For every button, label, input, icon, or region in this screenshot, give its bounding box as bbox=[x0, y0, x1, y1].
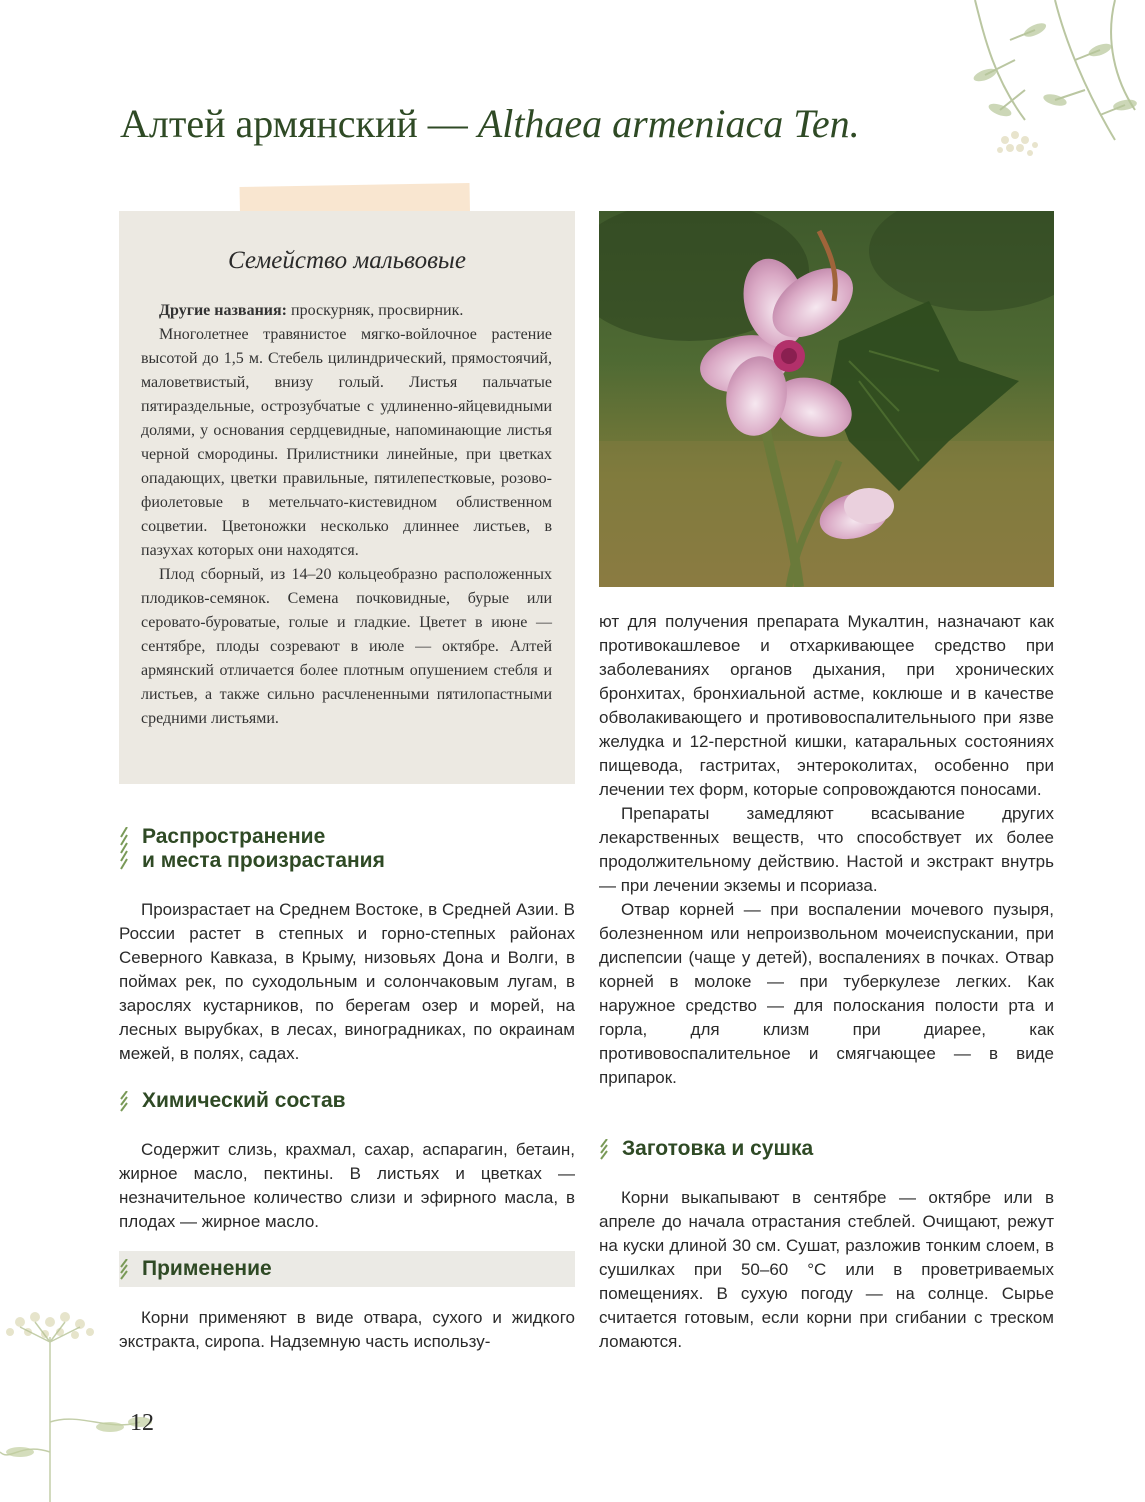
usage-paragraph-2: ют для получения препарата Мукалтин, назначают как противокашлевое и отхаркивающее средство при заболеваниях органов дыхания, при хронических бронхитах, бронхиальной астме, коклюше и в качестве обволакивающего и противовоспалительныого при язве желудка и 12-перстной кишки, катаральных состояниях пищевода, гастритах, энтероколитах, особенно при лечении тех форм, которые сопровождаются поносами. bbox=[599, 612, 1054, 799]
usage-paragraph-col1: Корни применяют в виде отвара, сухого и жидкого экстракта, сиропа. Надземную часть использу- bbox=[119, 1308, 575, 1351]
plant-photo bbox=[599, 211, 1054, 587]
distribution-text bbox=[119, 898, 575, 1066]
info-text bbox=[141, 299, 552, 731]
other-names-label: Другие названия: bbox=[159, 302, 287, 319]
section-marker-icon bbox=[119, 1091, 129, 1115]
description-paragraph: Многолетнее травянистое мягко-войлочное растение высотой до 1,5 м. Стебель цилиндрический, прямостоячий, маловетвистый, внизу голый. Листья пальчатые пятираздельные, острозубчатые с удлиненно-яйцевидными долями, у основания сердцевидные, напоминающие листья черной смородины. Прилистники линейные, при цветках опадающих, цветки правильные, пятилепестковые, розово-фиолетовые в метельчато-кистевидном облиственном соцветии. Цветоножки несколько длиннее листьев, в пазухах которых они находятся. bbox=[141, 326, 552, 559]
info-box bbox=[119, 211, 575, 784]
distribution-heading-line1: Распространение bbox=[142, 825, 326, 848]
page-title bbox=[120, 100, 1020, 147]
title-latin: Althaea armeniaca Ten. bbox=[477, 101, 860, 146]
other-names-value: проскурняк, просвирник. bbox=[287, 302, 464, 319]
distribution-heading bbox=[142, 825, 385, 873]
distribution-paragraph: Произрастает на Среднем Востоке, в Средней Азии. В России растет в степных и горно-степных районах Северного Кавказа, в Крыму, низовьях Дона и Волги, в поймах рек, по суходольным и солончаковым лугам, в зарослях кустарников, по берегам озер и морей, на лесных вырубках, в лесах, виноградниках, по окраинам межей, в полях, садах. bbox=[119, 900, 575, 1063]
other-names-paragraph bbox=[141, 299, 552, 323]
botanical-illustration-bottom bbox=[0, 1302, 180, 1502]
usage-paragraph-4: Отвар корней — при воспалении мочевого пузыря, болезненном или непроизвольном мочеиспускании, при диспепсии (чаще у детей), воспалениях в почках. Отвар корней в молоке — при туберкулезе легких. Как наружное средство — для полоскания полости рта и горла, для клизм при диарее, как противовоспалительное и смягчающее — в виде припарок. bbox=[599, 900, 1054, 1087]
usage-heading bbox=[142, 1257, 272, 1281]
page-number: 12 bbox=[130, 1410, 154, 1436]
usage-heading-text: Применение bbox=[142, 1257, 272, 1280]
usage-text-col1 bbox=[119, 1306, 575, 1354]
distribution-heading-line2: и места произрастания bbox=[142, 849, 385, 872]
chemistry-heading-text: Химический состав bbox=[142, 1089, 346, 1112]
chemistry-heading bbox=[142, 1089, 346, 1113]
section-marker-icon bbox=[599, 1139, 609, 1163]
harvest-paragraph: Корни выкапывают в сентябре — октябре или в апреле до начала отрастания стеблей. Очищают, режут на куски длиной 30 см. Сушат, разложив тонким слоем, в сушилках при 50–60 °C или в проветриваемых помещениях. В сухую погоду — на солнце. Сырье считается готовым, если корни при сгибании с треском ломаются. bbox=[599, 1188, 1054, 1351]
section-marker-icon bbox=[119, 1259, 129, 1283]
chemistry-text bbox=[119, 1138, 575, 1234]
chemistry-paragraph: Содержит слизь, крахмал, сахар, аспарагин, бетаин, жирное масло, пектины. В листьях и цветках — незначительное количество слизи и эфирного масла, в плодах — жирное масло. bbox=[119, 1140, 575, 1231]
usage-text-col2 bbox=[599, 610, 1054, 1090]
botanical-illustration-top bbox=[915, 0, 1145, 190]
section-marker-icon bbox=[119, 827, 129, 871]
family-heading: Семейство мальвовые bbox=[228, 247, 466, 274]
fruit-paragraph: Плод сборный, из 14–20 кольцеобразно расположенных плодиков-семянок. Семена почковидные, бурые или серовато-буроватые, голые и гладкие. Цветет в июне — сентябре, плоды созревают в июле — октябре. Алтей армянский отличается более плотным опушением стебля и листьев, а также сильно расчлененными пятилопастными средними листьями. bbox=[141, 566, 552, 727]
harvest-heading-text: Заготовка и сушка bbox=[622, 1137, 814, 1160]
title-russian: Алтей армянский — bbox=[120, 101, 478, 146]
usage-paragraph-3: Препараты замедляют всасывание других лекарственных веществ, что способствует их более продолжительному действию. Настой и экстракт внутрь — при лечении экземы и псориаза. bbox=[599, 804, 1054, 895]
harvest-heading bbox=[622, 1137, 813, 1161]
harvest-text bbox=[599, 1186, 1054, 1354]
